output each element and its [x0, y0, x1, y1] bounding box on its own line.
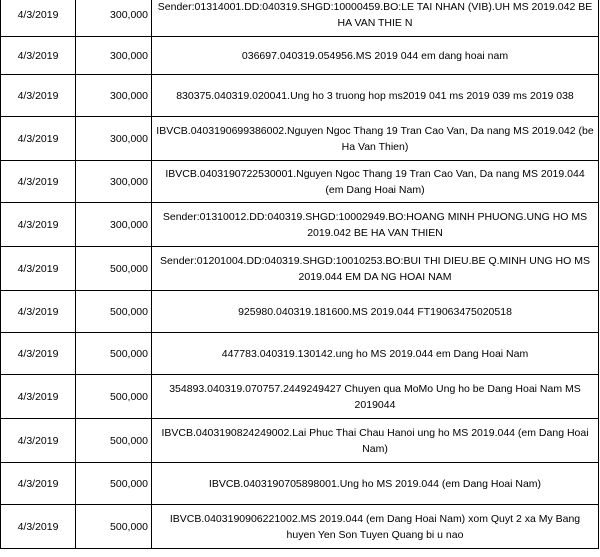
table-row — [1, 37, 599, 75]
date-cell: 4/3/2019 — [1, 203, 76, 247]
table-row — [1, 291, 599, 333]
description-cell: 447783.040319.130142.ung ho MS 2019.044 em Dang Hoai Nam — [152, 333, 599, 375]
description-cell: IBVCB.0403190824249002.Lai Phuc Thai Chau Hanoi ung ho MS 2019.044 (em Dang Hoai Nam) — [152, 419, 599, 463]
table-row — [1, 203, 599, 247]
table-row — [1, 161, 599, 203]
description-cell: 830375.040319.020041.Ung ho 3 truong hop ms2019 041 ms 2019 039 ms 2019 038 — [152, 75, 599, 117]
date-cell: 4/3/2019 — [1, 505, 76, 549]
description-cell: IBVCB.0403190705898001.Ung ho MS 2019.044 (em Dang Hoai Nam) — [152, 463, 599, 505]
description-cell: 925980.040319.181600.MS 2019.044 FT19063475020518 — [152, 291, 599, 333]
amount-cell: 500,000 — [76, 291, 152, 333]
date-cell: 4/3/2019 — [1, 419, 76, 463]
amount-cell: 500,000 — [76, 375, 152, 419]
date-cell: 4/3/2019 — [1, 37, 76, 75]
table-row — [1, 419, 599, 463]
table-row — [1, 247, 599, 291]
table-row — [1, 333, 599, 375]
amount-cell: 500,000 — [76, 505, 152, 549]
date-cell: 4/3/2019 — [1, 117, 76, 161]
amount-cell: 300,000 — [76, 161, 152, 203]
amount-cell: 500,000 — [76, 247, 152, 291]
table-row — [1, 463, 599, 505]
description-cell: IBVCB.0403190722530001.Nguyen Ngoc Thang 19 Tran Cao Van, Da nang MS 2019.044 (em Dang Hoai Nam) — [152, 161, 599, 203]
amount-cell: 300,000 — [76, 0, 152, 37]
amount-cell: 500,000 — [76, 333, 152, 375]
table-row — [1, 0, 599, 37]
table-row — [1, 117, 599, 161]
amount-cell: 500,000 — [76, 463, 152, 505]
date-cell: 4/3/2019 — [1, 375, 76, 419]
amount-cell: 300,000 — [76, 203, 152, 247]
amount-cell: 500,000 — [76, 419, 152, 463]
description-cell: 354893.040319.070757.2449249427 Chuyen qua MoMo Ung ho be Dang Hoai Nam MS 2019044 — [152, 375, 599, 419]
description-cell: Sender:01310012.DD:040319.SHGD:10002949.BO:HOANG MINH PHUONG.UNG HO MS 2019.042 BE HA VAN THIEN — [152, 203, 599, 247]
amount-cell: 300,000 — [76, 117, 152, 161]
date-cell: 4/3/2019 — [1, 463, 76, 505]
date-cell: 4/3/2019 — [1, 0, 76, 37]
date-cell: 4/3/2019 — [1, 161, 76, 203]
description-cell: 036697.040319.054956.MS 2019 044 em dang hoai nam — [152, 37, 599, 75]
table-row — [1, 75, 599, 117]
date-cell: 4/3/2019 — [1, 333, 76, 375]
amount-cell: 300,000 — [76, 37, 152, 75]
date-cell: 4/3/2019 — [1, 247, 76, 291]
amount-cell: 300,000 — [76, 75, 152, 117]
description-cell: Sender:01201004.DD:040319.SHGD:10010253.BO:BUI THI DIEU.BE Q.MINH UNG HO MS 2019.044 EM DA NG HOAI NAM — [152, 247, 599, 291]
date-cell: 4/3/2019 — [1, 75, 76, 117]
description-cell: Sender:01314001.DD:040319.SHGD:10000459.BO:LE TAI NHAN (VIB).UH MS 2019.042 BE HA VAN THIE N — [152, 0, 599, 37]
description-cell: IBVCB.0403190699386002.Nguyen Ngoc Thang 19 Tran Cao Van, Da nang MS 2019.042 (be Ha Van Thien) — [152, 117, 599, 161]
table-row — [1, 375, 599, 419]
date-cell: 4/3/2019 — [1, 291, 76, 333]
description-cell: IBVCB.0403190906221002.MS 2019.044 (em Dang Hoai Nam) xom Quyt 2 xa My Bang huyen Yen Son Tuyen Quang bi u nao — [152, 505, 599, 549]
table-row — [1, 505, 599, 549]
